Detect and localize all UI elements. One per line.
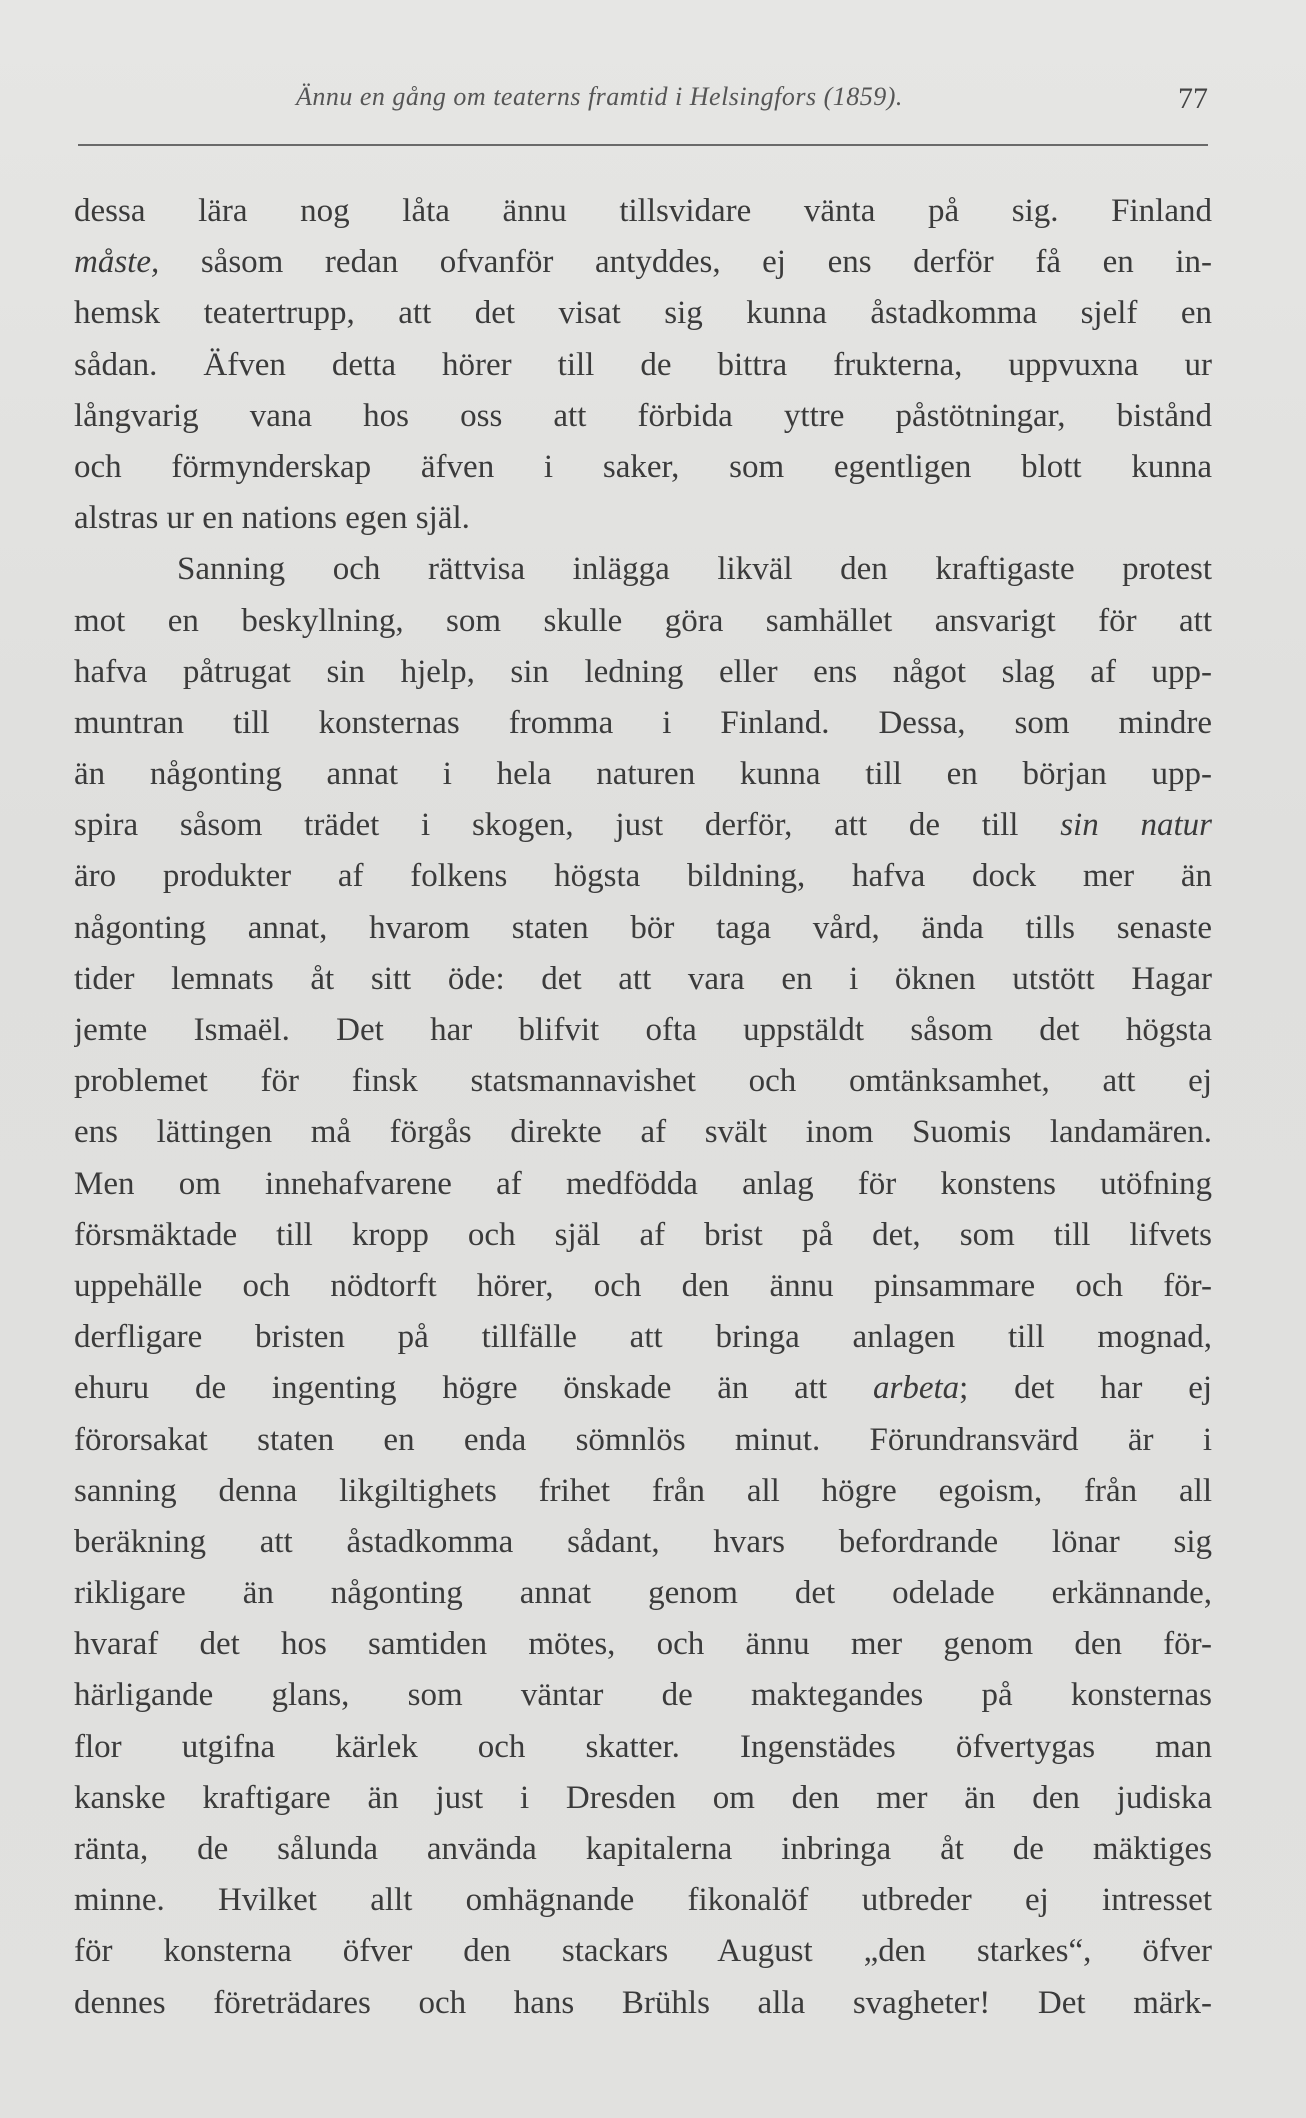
text-line: kanske kraftigare än just i Dresden om den mer än den judiska xyxy=(74,1779,1212,1816)
text-line: ens lättingen må förgås direkte af svält inom Suomis landamären. xyxy=(74,1114,1212,1151)
text-line: dennes företrädares och hans Brühls alla svagheter! Det märk- xyxy=(74,1984,1212,2021)
page-header xyxy=(296,82,1208,126)
paragraph-start-line: Sanning och rättvisa inlägga likväl den kraftigaste protest xyxy=(177,551,1212,588)
text-line: derfligare bristen på tillfälle att bringa anlagen till mognad, xyxy=(74,1319,1212,1356)
body-text xyxy=(74,186,1212,2029)
text-line: hvaraf det hos samtiden mötes, och ännu mer genom den för- xyxy=(74,1626,1212,1663)
text-line: för konsterna öfver den stackars August „den starkes“, öfver xyxy=(74,1933,1212,1970)
emphasis-text: måste, xyxy=(74,244,160,281)
text-line: uppehälle och nödtorft hörer, och den ännu pinsammare och för- xyxy=(74,1267,1212,1304)
text-line: hemsk teatertrupp, att det visat sig kunna åstadkomma sjelf en xyxy=(74,295,1212,332)
text-line: flor utgifna kärlek och skatter. Ingenstädes öfvertygas man xyxy=(74,1728,1212,1765)
text-line: beräkning att åstadkomma sådant, hvars befordrande lönar sig xyxy=(74,1523,1212,1560)
text-line: någonting annat, hvarom staten bör taga vård, ända tills senaste xyxy=(74,909,1212,946)
text-line: ränta, de sålunda använda kapitalerna inbringa åt de mäktiges xyxy=(74,1831,1212,1867)
emphasis-text: sin natur xyxy=(1060,807,1212,844)
text-line: sanning denna likgiltighets frihet från all högre egoism, från all xyxy=(74,1472,1212,1509)
text-line: tider lemnats åt sitt öde: det att vara en i öknen utstött Hagar xyxy=(74,960,1212,997)
text-line: härligande glans, som väntar de maktegandes på konsternas xyxy=(74,1677,1212,1714)
text-line: muntran till konsternas fromma i Finland. Dessa, som mindre xyxy=(74,704,1212,741)
text-line: försmäktade till kropp och själ af brist på det, som till lifvets xyxy=(74,1216,1212,1253)
running-title: Ännu en gång om teaterns framtid i Helsingfors (1859). xyxy=(296,82,903,111)
text-line: och förmynderskap äfven i saker, som egentligen blott kunna xyxy=(74,448,1212,485)
text-line: hafva påtrugat sin hjelp, sin ledning eller ens något slag af upp- xyxy=(74,653,1212,690)
paragraph-end-line: alstras ur en nations egen själ. xyxy=(74,500,470,537)
page-number: 77 xyxy=(1178,82,1208,115)
text-line: än någonting annat i hela naturen kunna till en början upp- xyxy=(74,756,1212,793)
text-line: minne. Hvilket allt omhägnande fikonalöf utbreder ej intresset xyxy=(74,1882,1212,1919)
text-line: problemet för finsk statsmannavishet och omtänksamhet, att ej xyxy=(74,1063,1212,1100)
text-line: spira såsom trädet i skogen, just derför, att de till sin natur xyxy=(74,807,1212,844)
text-line: jemte Ismaël. Det har blifvit ofta uppstäldt såsom det högsta xyxy=(74,1012,1212,1048)
text-line: dessa lära nog låta ännu tillsvidare vänta på sig. Finland xyxy=(74,193,1212,229)
text-line: rikligare än någonting annat genom det odelade erkännande, xyxy=(74,1575,1212,1612)
header-rule xyxy=(78,144,1208,146)
text-line: ehuru de ingenting högre önskade än att arbeta; det har ej xyxy=(74,1370,1212,1407)
text-line: Men om innehafvarene af medfödda anlag för konstens utöfning xyxy=(74,1165,1212,1202)
emphasis-text: arbeta xyxy=(872,1370,960,1407)
text-line: äro produkter af folkens högsta bildning, hafva dock mer än xyxy=(74,858,1212,895)
text-line: måste, såsom redan ofvanför antyddes, ej ens derför få en in- xyxy=(74,244,1212,281)
text-line: långvarig vana hos oss att förbida yttre påstötningar, bistånd xyxy=(74,397,1212,434)
text-line: sådan. Äfven detta hörer till de bittra frukterna, uppvuxna ur xyxy=(74,346,1212,383)
text-line: förorsakat staten en enda sömnlös minut. Förundransvärd är i xyxy=(74,1421,1212,1458)
text-line: mot en beskyllning, som skulle göra samhället ansvarigt för att xyxy=(74,602,1212,639)
